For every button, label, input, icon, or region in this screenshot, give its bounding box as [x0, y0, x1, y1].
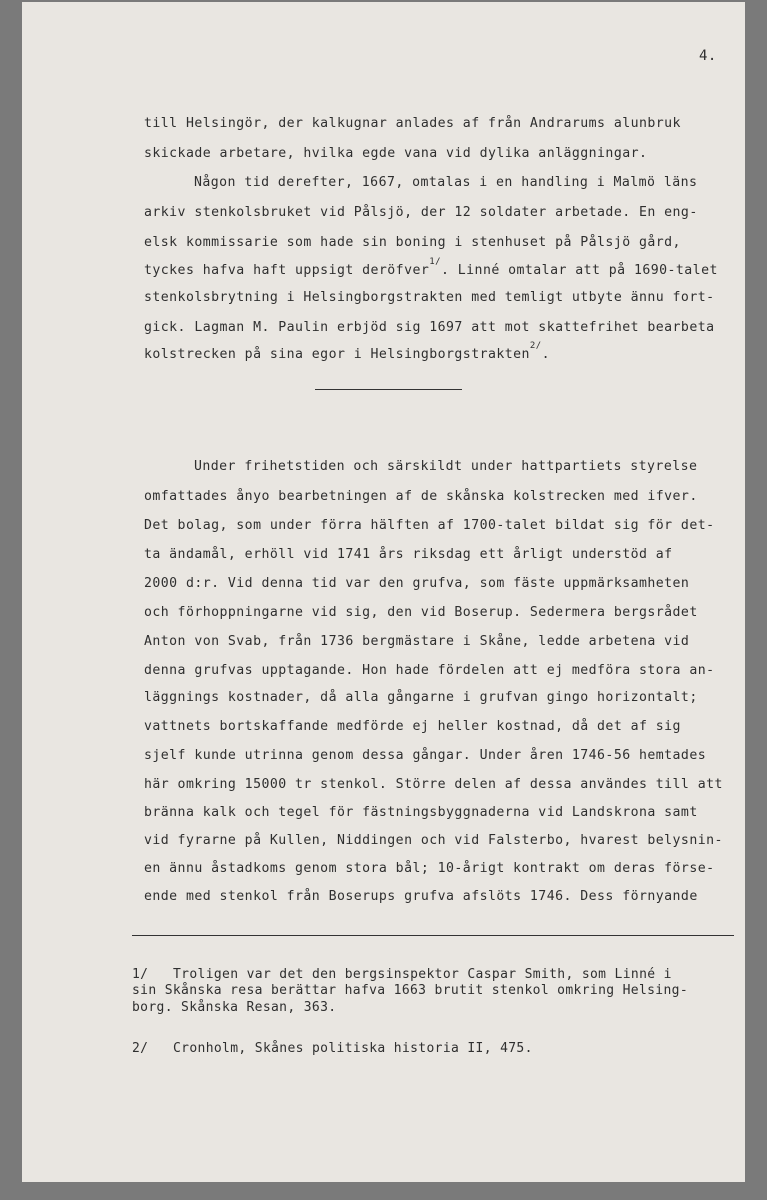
text-segment: . [541, 347, 551, 362]
text-line: vid fyrarne på Kullen, Niddingen och vid Falsterbo, hvarest belysnin- [144, 833, 723, 848]
text-line: till Helsingör, der kalkugnar anlades af från Andrarums alunbruk [144, 116, 681, 131]
text-line: arkiv stenkolsbruket vid Pålsjö, der 12 soldater arbetade. En eng- [144, 205, 698, 220]
text-line: gick. Lagman M. Paulin erbjöd sig 1697 att mot skattefrihet bearbeta [144, 320, 715, 335]
text-line: omfattades ånyo bearbetningen af de skånska kolstrecken med ifver. [144, 489, 698, 504]
text-line: 2000 d:r. Vid denna tid var den grufva, som fäste uppmärksamheten [144, 576, 690, 591]
text-segment: tyckes hafva haft uppsigt deröfver [144, 263, 430, 278]
text-line: och förhoppningarne vid sig, den vid Boserup. Sedermera bergsrådet [144, 605, 698, 620]
text-segment: . Linné omtalar att på 1690-talet [441, 263, 718, 278]
text-line: Det bolag, som under förra hälften af 1700-talet bildat sig för det- [144, 518, 715, 533]
footnote-marker: 2/ [132, 1041, 149, 1056]
footnote-marker: 1/ [132, 967, 149, 982]
footnote-ref-1: 1/ [429, 257, 441, 267]
text-line: Under frihetstiden och särskildt under hattpartiets styrelse [194, 459, 698, 474]
text-line: ende med stenkol från Boserups grufva afslöts 1746. Dess förnyande [144, 889, 698, 904]
text-line: läggnings kostnader, då alla gångarne i grufvan gingo horizontalt; [144, 690, 698, 705]
text-line: en ännu åstadkoms genom stora bål; 10-årigt kontrakt om deras förse- [144, 861, 715, 876]
text-line: vattnets bortskaffande medförde ej heller kostnad, då det af sig [144, 719, 681, 734]
document-page [22, 2, 745, 1182]
text-line: Någon tid derefter, 1667, omtalas i en handling i Malmö läns [194, 175, 698, 190]
text-line: Anton von Svab, från 1736 bergmästare i Skåne, ledde arbetena vid [144, 634, 690, 649]
text-line: skickade arbetare, hvilka egde vana vid dylika anläggningar. [144, 146, 648, 161]
text-line: sjelf kunde utrinna genom dessa gångar. Under åren 1746-56 hemtades [144, 748, 707, 763]
page-number: 4. [699, 48, 717, 64]
section-separator [315, 389, 462, 390]
text-line [144, 257, 718, 278]
text-segment: kolstrecken på sina egor i Helsingborgstrakten [144, 347, 530, 362]
footnote-line: Cronholm, Skånes politiska historia II, 475. [173, 1041, 533, 1056]
text-line: denna grufvas upptagande. Hon hade fördelen att ej medföra stora an- [144, 663, 715, 678]
footnote-line: borg. Skånska Resan, 363. [132, 1000, 337, 1015]
text-line: stenkolsbrytning i Helsingborgstrakten med temligt utbyte ännu fort- [144, 290, 715, 305]
footnote-rule [132, 935, 734, 936]
text-line: ta ändamål, erhöll vid 1741 års riksdag ett årligt understöd af [144, 547, 673, 562]
footnote-ref-2: 2/ [529, 341, 542, 351]
text-line: här omkring 15000 tr stenkol. Större delen af dessa användes till att [144, 777, 723, 792]
text-line: bränna kalk och tegel för fästningsbyggnaderna vid Landskrona samt [144, 805, 698, 820]
footnote-line: sin Skånska resa berättar hafva 1663 brutit stenkol omkring Helsing- [132, 983, 689, 998]
text-line: elsk kommissarie som hade sin boning i stenhuset på Pålsjö gård, [144, 235, 681, 250]
footnote-line: Troligen var det den bergsinspektor Caspar Smith, som Linné i [173, 967, 672, 982]
text-line [144, 341, 551, 362]
